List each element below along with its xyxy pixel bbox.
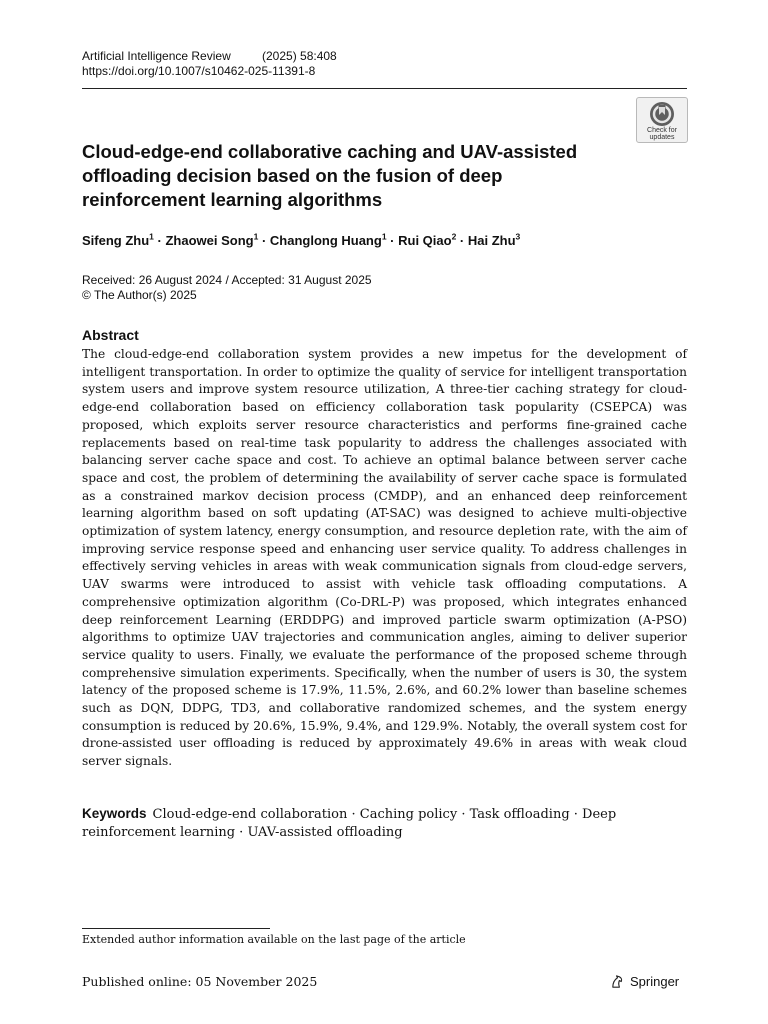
citation: (2025) 58:408	[262, 49, 337, 63]
footnote: Extended author information available on the last page of the article	[82, 933, 466, 946]
published-date: Published online: 05 November 2025	[82, 974, 318, 989]
article-dates	[82, 273, 372, 303]
journal-header	[82, 49, 337, 79]
publisher-name: Springer	[630, 974, 680, 989]
received-accepted: Received: 26 August 2024 / Accepted: 31 August 2025	[82, 273, 372, 287]
author-list	[82, 232, 520, 248]
check-updates-icon	[649, 101, 675, 127]
springer-logo	[610, 974, 679, 989]
author-separator: ·	[258, 233, 270, 249]
badge-line2: updates	[649, 134, 675, 141]
author[interactable]: Zhaowei Song$^1$	[165, 232, 259, 249]
paper-title: Cloud-edge-end collaborative caching and UAV-assisted offloading decision based on the fusion of deep reinforcement learning algorithms	[82, 141, 578, 210]
copyright: © The Author(s) 2025	[82, 288, 197, 302]
author-separator: ·	[386, 233, 399, 249]
author-separator: ·	[153, 233, 166, 249]
keywords-heading: Keywords	[82, 806, 147, 821]
author[interactable]: Changlong Huang$^1$	[269, 232, 387, 249]
author[interactable]: Hai Zhu$^3$	[467, 232, 521, 249]
abstract-text: The cloud-edge-end collaboration system provides a new impetus for the development of intelligent transportation. In order to optimize the quality of service for intelligent transportation system users and improve system resource utilization, A three-tier caching strategy for cloud-edge-end collaboration based on efficiency collaboration task popularity (CSEPCA) was proposed, which exploits server resource characteristics and performs fine-grained cache replacements based on real-time task popularity to address the challenges associated with balancing server cache space and cost. To achieve an optimal balance between server cache space and cost, the problem of determining the availability of server cache space is formulated as a constrained markov decision process (CMDP), and an enhanced deep reinforcement learning algorithm based on soft updating (AT-SAC) was designed to achieve multi-objective optimization of system latency, energy consumption, and resource depletion rate, with the aim of improving service response speed and enhancing user service quality. To address challenges in effectively serving vehicles in areas with weak communication signals from cloud-edge servers, UAV swarms were introduced to assist with vehicle task offloading computations. A comprehensive optimization algorithm (Co-DRL-P) was proposed, which integrates enhanced deep reinforcement Learning (ERDDPG) and improved particle swarm optimization (A-PSO) algorithms to optimize UAV trajectories and communication angles, aiming to deliver superior service quality to users. Finally, we evaluate the performance of the proposed scheme through comprehensive simulation experiments. Specifically, when the number of users is 30, the system latency of the proposed scheme is 17.9%, 11.5%, 2.6%, and 60.2% lower than baseline schemes such as DQN, DDPG, TD3, and collaborative randomized schemes, and the system energy consumption is reduced by 20.6%, 15.9%, 9.4%, and 129.9%. Notably, the overall system cost for drone-assisted user offloading is reduced by approximately 49.6% in areas with weak cloud server signals.	[82, 347, 687, 769]
check-for-updates-badge[interactable]	[636, 97, 688, 143]
badge-line1: Check for	[647, 127, 677, 134]
author[interactable]: Rui Qiao$^2$	[398, 232, 457, 249]
doi-link[interactable]: https://doi.org/10.1007/s10462-025-11391-8	[82, 64, 316, 78]
author[interactable]: Sifeng Zhu$^1$	[82, 232, 154, 249]
author-separator: ·	[456, 233, 468, 249]
footnote-rule	[82, 928, 270, 929]
keywords	[82, 805, 687, 842]
header-rule	[82, 88, 687, 89]
springer-horse-icon	[610, 974, 625, 989]
abstract-heading: Abstract	[82, 327, 139, 343]
keywords-text: Cloud-edge-end collaboration · Caching policy · Task offloading · Deep reinforcement learning · UAV-assisted offloading	[82, 807, 617, 840]
journal-name: Artificial Intelligence Review	[82, 49, 231, 63]
